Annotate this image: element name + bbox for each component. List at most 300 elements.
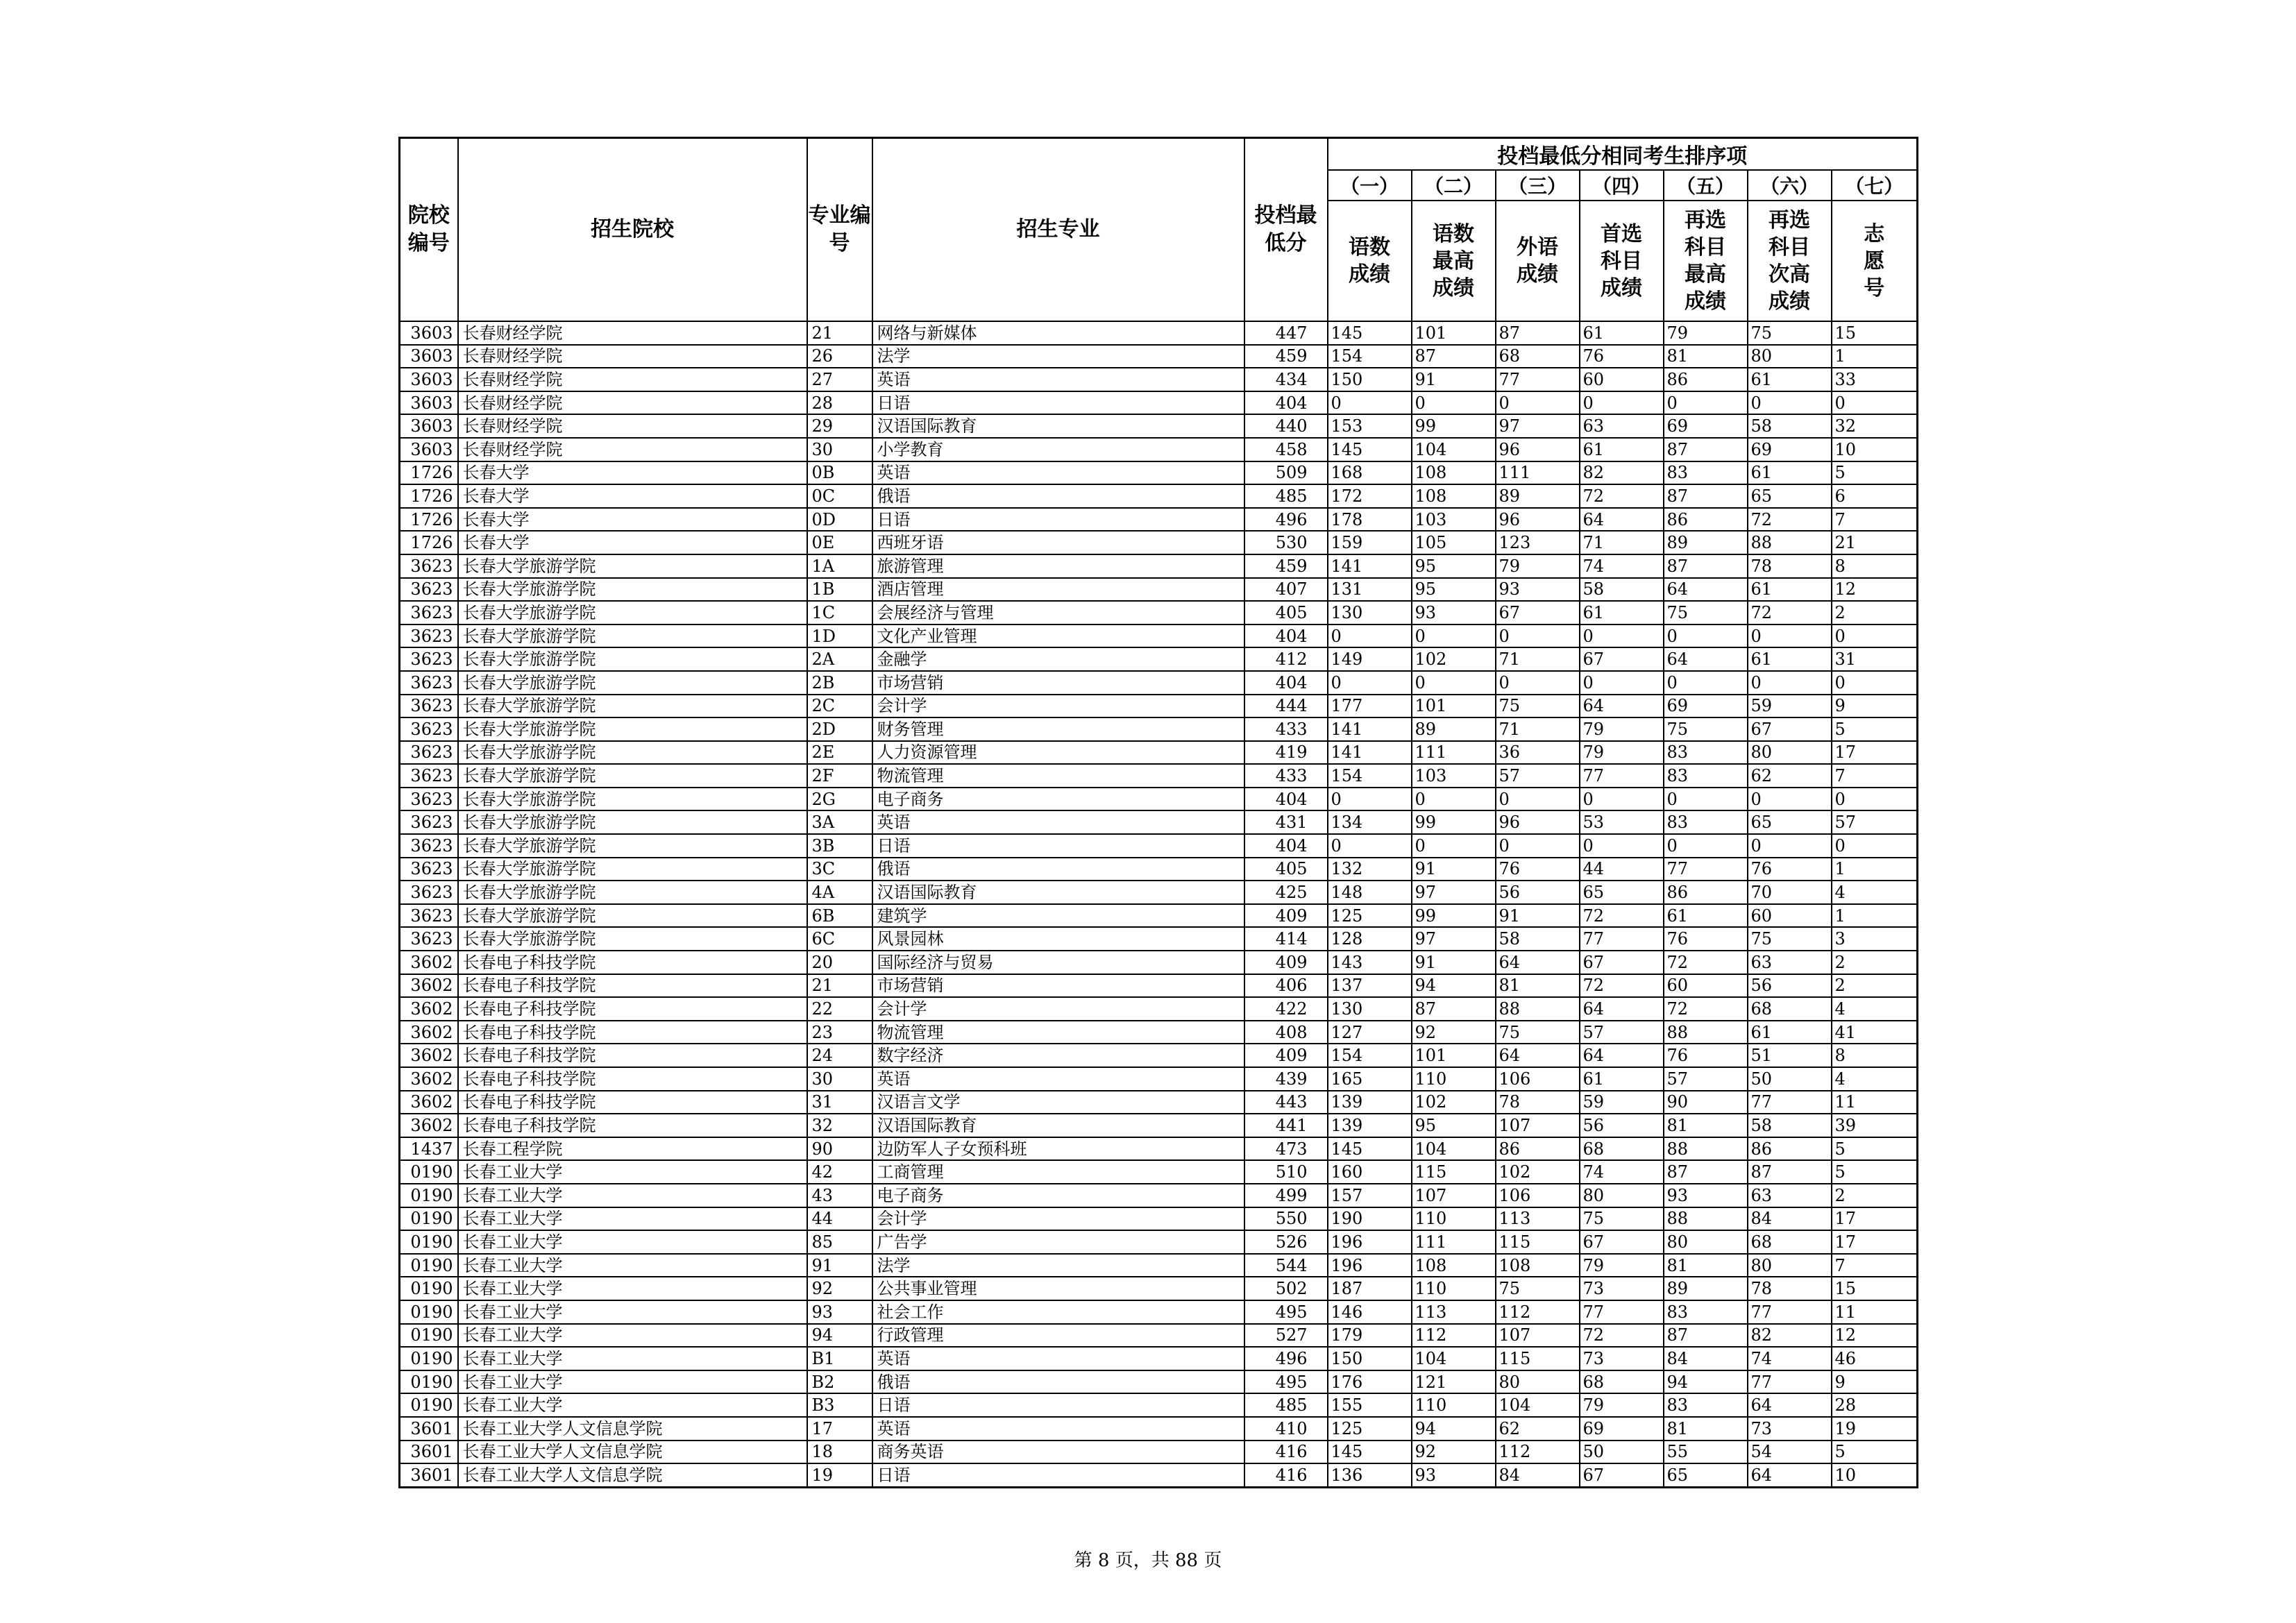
cell-volunteer-number: 9 <box>1832 1370 1918 1394</box>
cell-volunteer-number: 2 <box>1832 1184 1918 1207</box>
cell-score-first-subject: 79 <box>1580 1393 1664 1417</box>
cell-score-second-highest: 64 <box>1664 647 1748 671</box>
cell-volunteer-number: 4 <box>1832 1067 1918 1091</box>
cell-major-code: B3 <box>807 1393 872 1417</box>
cell-score-foreign: 36 <box>1496 741 1580 765</box>
cell-score-cm-highest: 113 <box>1412 1300 1496 1324</box>
cell-score-cm-highest: 94 <box>1412 974 1496 998</box>
cell-score-first-subject: 50 <box>1580 1441 1664 1464</box>
table-row <box>400 1324 1918 1348</box>
cell-score-cm-highest: 91 <box>1412 858 1496 881</box>
cell-major-name: 俄语 <box>872 1370 1244 1394</box>
cell-score-cm-highest: 0 <box>1412 788 1496 811</box>
cell-major-code: 0D <box>807 508 872 532</box>
cell-major-name: 社会工作 <box>872 1300 1244 1324</box>
cell-school-name: 长春电子科技学院 <box>458 1021 807 1044</box>
cell-min-score: 410 <box>1244 1417 1328 1441</box>
cell-school-code: 0190 <box>400 1277 458 1300</box>
table-row <box>400 461 1918 485</box>
cell-school-code: 3623 <box>400 764 458 788</box>
cell-major-code: 1B <box>807 578 872 602</box>
cell-score-second-next: 86 <box>1748 1137 1832 1161</box>
cell-school-name: 长春大学 <box>458 461 807 485</box>
cell-major-name: 英语 <box>872 810 1244 834</box>
cell-score-second-next: 58 <box>1748 414 1832 438</box>
cell-school-name: 长春工业大学 <box>458 1160 807 1184</box>
cell-score-second-next: 0 <box>1748 671 1832 695</box>
cell-major-name: 建筑学 <box>872 904 1244 928</box>
cell-score-foreign: 115 <box>1496 1230 1580 1254</box>
cell-major-code: 29 <box>807 414 872 438</box>
cell-score-chinese-math: 155 <box>1328 1393 1412 1417</box>
cell-school-code: 3623 <box>400 601 458 624</box>
cell-score-second-next: 76 <box>1748 858 1832 881</box>
table-row <box>400 1370 1918 1394</box>
cell-score-chinese-math: 165 <box>1328 1067 1412 1091</box>
cell-score-chinese-math: 125 <box>1328 904 1412 928</box>
cell-major-name: 旅游管理 <box>872 554 1244 578</box>
cell-score-cm-highest: 103 <box>1412 508 1496 532</box>
cell-score-chinese-math: 136 <box>1328 1463 1412 1487</box>
cell-score-chinese-math: 168 <box>1328 461 1412 485</box>
table-body <box>400 321 1918 1487</box>
cell-volunteer-number: 0 <box>1832 788 1918 811</box>
cell-score-second-highest: 0 <box>1664 834 1748 858</box>
header-sub-num: （四） <box>1580 170 1664 201</box>
cell-school-name: 长春大学旅游学院 <box>458 554 807 578</box>
cell-major-name: 汉语国际教育 <box>872 414 1244 438</box>
cell-score-cm-highest: 101 <box>1412 695 1496 718</box>
cell-school-code: 1726 <box>400 531 458 554</box>
cell-score-second-next: 59 <box>1748 695 1832 718</box>
cell-score-chinese-math: 131 <box>1328 578 1412 602</box>
cell-major-code: 3B <box>807 834 872 858</box>
cell-volunteer-number: 1 <box>1832 345 1918 368</box>
table-row <box>400 1021 1918 1044</box>
table-row <box>400 717 1918 741</box>
cell-score-foreign: 112 <box>1496 1441 1580 1464</box>
cell-score-second-highest: 60 <box>1664 974 1748 998</box>
table-row <box>400 951 1918 974</box>
cell-major-code: 28 <box>807 391 872 415</box>
cell-min-score: 433 <box>1244 717 1328 741</box>
cell-major-code: 17 <box>807 1417 872 1441</box>
cell-min-score: 404 <box>1244 624 1328 648</box>
cell-school-name: 长春大学旅游学院 <box>458 624 807 648</box>
cell-score-second-next: 0 <box>1748 624 1832 648</box>
cell-school-name: 长春大学旅游学院 <box>458 927 807 951</box>
cell-major-name: 汉语国际教育 <box>872 1114 1244 1137</box>
table-row <box>400 321 1918 345</box>
header-major-name: 招生专业 <box>872 138 1244 322</box>
cell-school-code: 3602 <box>400 1114 458 1137</box>
cell-major-name: 英语 <box>872 461 1244 485</box>
cell-score-chinese-math: 149 <box>1328 647 1412 671</box>
cell-score-chinese-math: 150 <box>1328 1347 1412 1370</box>
cell-score-second-highest: 83 <box>1664 1393 1748 1417</box>
cell-score-second-next: 0 <box>1748 391 1832 415</box>
cell-school-code: 3603 <box>400 391 458 415</box>
cell-major-name: 日语 <box>872 1463 1244 1487</box>
cell-score-cm-highest: 111 <box>1412 741 1496 765</box>
cell-min-score: 458 <box>1244 438 1328 461</box>
cell-min-score: 530 <box>1244 531 1328 554</box>
table-row <box>400 1114 1918 1137</box>
cell-score-second-next: 68 <box>1748 997 1832 1021</box>
cell-min-score: 416 <box>1244 1441 1328 1464</box>
cell-score-first-subject: 69 <box>1580 1417 1664 1441</box>
header-sub-num: （二） <box>1412 170 1496 201</box>
cell-min-score: 440 <box>1244 414 1328 438</box>
cell-major-name: 日语 <box>872 834 1244 858</box>
cell-score-foreign: 0 <box>1496 624 1580 648</box>
cell-score-foreign: 106 <box>1496 1067 1580 1091</box>
cell-major-name: 电子商务 <box>872 788 1244 811</box>
cell-score-first-subject: 68 <box>1580 1137 1664 1161</box>
cell-score-second-next: 72 <box>1748 601 1832 624</box>
cell-school-code: 3623 <box>400 554 458 578</box>
cell-school-name: 长春工业大学 <box>458 1277 807 1300</box>
cell-score-second-highest: 76 <box>1664 1044 1748 1067</box>
cell-score-foreign: 71 <box>1496 647 1580 671</box>
cell-min-score: 407 <box>1244 578 1328 602</box>
cell-min-score: 419 <box>1244 741 1328 765</box>
cell-major-code: 31 <box>807 1091 872 1114</box>
cell-score-chinese-math: 0 <box>1328 671 1412 695</box>
cell-score-foreign: 75 <box>1496 695 1580 718</box>
cell-score-second-next: 61 <box>1748 368 1832 391</box>
header-sub-label: 语数成绩 <box>1328 201 1412 321</box>
cell-score-first-subject: 65 <box>1580 881 1664 904</box>
table-row <box>400 1230 1918 1254</box>
cell-school-name: 长春大学旅游学院 <box>458 858 807 881</box>
header-sub-num: （三） <box>1496 170 1580 201</box>
cell-score-cm-highest: 104 <box>1412 1137 1496 1161</box>
cell-score-first-subject: 74 <box>1580 1160 1664 1184</box>
cell-major-code: 30 <box>807 1067 872 1091</box>
cell-score-cm-highest: 0 <box>1412 624 1496 648</box>
cell-score-foreign: 64 <box>1496 1044 1580 1067</box>
cell-score-chinese-math: 125 <box>1328 1417 1412 1441</box>
cell-major-code: 2B <box>807 671 872 695</box>
cell-school-name: 长春电子科技学院 <box>458 951 807 974</box>
cell-school-code: 3603 <box>400 414 458 438</box>
table-row <box>400 1091 1918 1114</box>
cell-school-name: 长春大学 <box>458 484 807 508</box>
cell-min-score: 439 <box>1244 1067 1328 1091</box>
cell-min-score: 434 <box>1244 368 1328 391</box>
cell-score-first-subject: 72 <box>1580 974 1664 998</box>
cell-score-chinese-math: 0 <box>1328 834 1412 858</box>
cell-major-name: 英语 <box>872 1347 1244 1370</box>
header-sub-num: （五） <box>1664 170 1748 201</box>
cell-score-chinese-math: 172 <box>1328 484 1412 508</box>
cell-school-name: 长春大学旅游学院 <box>458 764 807 788</box>
cell-school-code: 3601 <box>400 1441 458 1464</box>
cell-score-first-subject: 57 <box>1580 1021 1664 1044</box>
cell-major-code: 20 <box>807 951 872 974</box>
cell-volunteer-number: 5 <box>1832 461 1918 485</box>
cell-score-second-next: 67 <box>1748 717 1832 741</box>
cell-score-cm-highest: 104 <box>1412 1347 1496 1370</box>
cell-score-chinese-math: 154 <box>1328 764 1412 788</box>
cell-score-cm-highest: 108 <box>1412 484 1496 508</box>
cell-major-code: 2D <box>807 717 872 741</box>
cell-score-cm-highest: 91 <box>1412 368 1496 391</box>
cell-school-name: 长春工业大学 <box>458 1300 807 1324</box>
table-row <box>400 1393 1918 1417</box>
cell-score-second-next: 77 <box>1748 1091 1832 1114</box>
cell-major-name: 边防军人子女预科班 <box>872 1137 1244 1161</box>
cell-min-score: 404 <box>1244 788 1328 811</box>
cell-score-foreign: 81 <box>1496 974 1580 998</box>
cell-school-name: 长春电子科技学院 <box>458 1114 807 1137</box>
cell-score-second-highest: 72 <box>1664 951 1748 974</box>
cell-volunteer-number: 0 <box>1832 624 1918 648</box>
cell-score-second-highest: 81 <box>1664 345 1748 368</box>
cell-score-second-highest: 87 <box>1664 554 1748 578</box>
cell-score-second-next: 78 <box>1748 554 1832 578</box>
cell-major-name: 日语 <box>872 391 1244 415</box>
cell-school-name: 长春财经学院 <box>458 438 807 461</box>
cell-score-foreign: 107 <box>1496 1114 1580 1137</box>
cell-min-score: 509 <box>1244 461 1328 485</box>
cell-score-second-next: 65 <box>1748 810 1832 834</box>
cell-volunteer-number: 28 <box>1832 1393 1918 1417</box>
cell-score-cm-highest: 95 <box>1412 578 1496 602</box>
cell-score-second-next: 80 <box>1748 741 1832 765</box>
cell-volunteer-number: 15 <box>1832 1277 1918 1300</box>
cell-score-second-highest: 94 <box>1664 1370 1748 1394</box>
cell-score-foreign: 0 <box>1496 671 1580 695</box>
cell-major-name: 公共事业管理 <box>872 1277 1244 1300</box>
table-row <box>400 904 1918 928</box>
cell-score-first-subject: 72 <box>1580 484 1664 508</box>
cell-score-second-next: 64 <box>1748 1463 1832 1487</box>
cell-score-second-highest: 87 <box>1664 1160 1748 1184</box>
cell-score-chinese-math: 154 <box>1328 345 1412 368</box>
cell-min-score: 459 <box>1244 345 1328 368</box>
cell-score-first-subject: 64 <box>1580 508 1664 532</box>
cell-score-chinese-math: 145 <box>1328 1441 1412 1464</box>
cell-score-second-next: 63 <box>1748 1184 1832 1207</box>
cell-school-code: 3602 <box>400 1021 458 1044</box>
cell-score-first-subject: 79 <box>1580 717 1664 741</box>
cell-major-code: 90 <box>807 1137 872 1161</box>
cell-major-code: 22 <box>807 997 872 1021</box>
cell-volunteer-number: 9 <box>1832 695 1918 718</box>
cell-min-score: 408 <box>1244 1021 1328 1044</box>
cell-score-first-subject: 58 <box>1580 578 1664 602</box>
cell-score-second-highest: 93 <box>1664 1184 1748 1207</box>
cell-major-code: B1 <box>807 1347 872 1370</box>
cell-score-first-subject: 64 <box>1580 695 1664 718</box>
cell-score-second-next: 50 <box>1748 1067 1832 1091</box>
table-row <box>400 368 1918 391</box>
cell-school-name: 长春大学 <box>458 531 807 554</box>
cell-volunteer-number: 2 <box>1832 951 1918 974</box>
cell-major-code: 24 <box>807 1044 872 1067</box>
cell-score-cm-highest: 102 <box>1412 647 1496 671</box>
cell-score-first-subject: 71 <box>1580 531 1664 554</box>
cell-score-second-highest: 86 <box>1664 508 1748 532</box>
cell-volunteer-number: 41 <box>1832 1021 1918 1044</box>
cell-volunteer-number: 0 <box>1832 834 1918 858</box>
cell-score-first-subject: 73 <box>1580 1347 1664 1370</box>
cell-score-second-next: 82 <box>1748 1324 1832 1348</box>
cell-volunteer-number: 8 <box>1832 1044 1918 1067</box>
cell-score-first-subject: 82 <box>1580 461 1664 485</box>
cell-school-code: 0190 <box>400 1230 458 1254</box>
table-row <box>400 484 1918 508</box>
cell-school-name: 长春财经学院 <box>458 345 807 368</box>
cell-major-name: 会计学 <box>872 695 1244 718</box>
cell-score-chinese-math: 130 <box>1328 601 1412 624</box>
cell-volunteer-number: 6 <box>1832 484 1918 508</box>
cell-score-foreign: 77 <box>1496 368 1580 391</box>
cell-score-second-highest: 0 <box>1664 788 1748 811</box>
cell-major-code: 85 <box>807 1230 872 1254</box>
cell-major-name: 金融学 <box>872 647 1244 671</box>
cell-school-name: 长春财经学院 <box>458 321 807 345</box>
cell-score-chinese-math: 141 <box>1328 554 1412 578</box>
cell-score-cm-highest: 93 <box>1412 1463 1496 1487</box>
cell-score-first-subject: 61 <box>1580 601 1664 624</box>
cell-score-second-highest: 86 <box>1664 881 1748 904</box>
cell-min-score: 496 <box>1244 1347 1328 1370</box>
cell-major-name: 法学 <box>872 345 1244 368</box>
cell-school-code: 0190 <box>400 1347 458 1370</box>
cell-major-name: 会展经济与管理 <box>872 601 1244 624</box>
cell-major-name: 商务英语 <box>872 1441 1244 1464</box>
cell-min-score: 443 <box>1244 1091 1328 1114</box>
cell-school-code: 1437 <box>400 1137 458 1161</box>
cell-score-cm-highest: 108 <box>1412 1254 1496 1277</box>
cell-major-name: 日语 <box>872 1393 1244 1417</box>
cell-score-cm-highest: 104 <box>1412 438 1496 461</box>
cell-score-chinese-math: 196 <box>1328 1230 1412 1254</box>
cell-score-foreign: 0 <box>1496 834 1580 858</box>
cell-school-name: 长春工业大学 <box>458 1184 807 1207</box>
cell-score-cm-highest: 91 <box>1412 951 1496 974</box>
cell-score-first-subject: 0 <box>1580 624 1664 648</box>
cell-min-score: 414 <box>1244 927 1328 951</box>
cell-score-second-highest: 81 <box>1664 1114 1748 1137</box>
cell-volunteer-number: 12 <box>1832 1324 1918 1348</box>
cell-score-second-highest: 76 <box>1664 927 1748 951</box>
cell-school-name: 长春工业大学 <box>458 1254 807 1277</box>
cell-major-name: 电子商务 <box>872 1184 1244 1207</box>
cell-score-first-subject: 80 <box>1580 1184 1664 1207</box>
cell-score-chinese-math: 150 <box>1328 368 1412 391</box>
table-row <box>400 741 1918 765</box>
cell-score-second-next: 64 <box>1748 1393 1832 1417</box>
cell-major-name: 工商管理 <box>872 1160 1244 1184</box>
cell-score-second-next: 58 <box>1748 1114 1832 1137</box>
cell-school-name: 长春工业大学 <box>458 1347 807 1370</box>
cell-score-second-highest: 83 <box>1664 810 1748 834</box>
cell-school-code: 3623 <box>400 858 458 881</box>
cell-major-name: 酒店管理 <box>872 578 1244 602</box>
cell-major-name: 广告学 <box>872 1230 1244 1254</box>
cell-school-name: 长春大学旅游学院 <box>458 741 807 765</box>
cell-score-chinese-math: 176 <box>1328 1370 1412 1394</box>
cell-score-second-highest: 64 <box>1664 578 1748 602</box>
cell-score-first-subject: 67 <box>1580 1463 1664 1487</box>
cell-major-code: 92 <box>807 1277 872 1300</box>
cell-min-score: 485 <box>1244 484 1328 508</box>
header-sub-label: 再选科目次高成绩 <box>1748 201 1832 321</box>
cell-score-second-next: 80 <box>1748 1254 1832 1277</box>
cell-score-foreign: 102 <box>1496 1160 1580 1184</box>
cell-min-score: 416 <box>1244 1463 1328 1487</box>
cell-major-code: 91 <box>807 1254 872 1277</box>
cell-min-score: 550 <box>1244 1207 1328 1231</box>
cell-school-code: 3623 <box>400 647 458 671</box>
cell-volunteer-number: 5 <box>1832 1441 1918 1464</box>
cell-score-first-subject: 61 <box>1580 1067 1664 1091</box>
cell-volunteer-number: 19 <box>1832 1417 1918 1441</box>
cell-min-score: 473 <box>1244 1137 1328 1161</box>
table-row <box>400 1417 1918 1441</box>
cell-score-chinese-math: 127 <box>1328 1021 1412 1044</box>
cell-school-code: 0190 <box>400 1324 458 1348</box>
cell-school-name: 长春电子科技学院 <box>458 997 807 1021</box>
cell-score-cm-highest: 102 <box>1412 1091 1496 1114</box>
cell-score-second-next: 77 <box>1748 1300 1832 1324</box>
cell-score-foreign: 87 <box>1496 321 1580 345</box>
cell-score-first-subject: 53 <box>1580 810 1664 834</box>
cell-min-score: 447 <box>1244 321 1328 345</box>
cell-major-code: 23 <box>807 1021 872 1044</box>
cell-major-name: 汉语言文学 <box>872 1091 1244 1114</box>
cell-score-second-highest: 81 <box>1664 1417 1748 1441</box>
cell-school-name: 长春大学旅游学院 <box>458 810 807 834</box>
cell-major-name: 物流管理 <box>872 1021 1244 1044</box>
cell-min-score: 527 <box>1244 1324 1328 1348</box>
cell-score-second-highest: 83 <box>1664 764 1748 788</box>
cell-score-second-next: 87 <box>1748 1160 1832 1184</box>
cell-volunteer-number: 17 <box>1832 1207 1918 1231</box>
cell-score-second-next: 62 <box>1748 764 1832 788</box>
cell-score-first-subject: 59 <box>1580 1091 1664 1114</box>
cell-major-code: 2A <box>807 647 872 671</box>
table-row <box>400 695 1918 718</box>
cell-volunteer-number: 21 <box>1832 531 1918 554</box>
cell-score-second-next: 54 <box>1748 1441 1832 1464</box>
cell-major-code: B2 <box>807 1370 872 1394</box>
cell-score-chinese-math: 141 <box>1328 741 1412 765</box>
cell-score-second-highest: 88 <box>1664 1207 1748 1231</box>
cell-volunteer-number: 5 <box>1832 1137 1918 1161</box>
cell-school-name: 长春工业大学 <box>458 1324 807 1348</box>
cell-score-second-next: 65 <box>1748 484 1832 508</box>
cell-score-cm-highest: 111 <box>1412 1230 1496 1254</box>
cell-score-first-subject: 44 <box>1580 858 1664 881</box>
cell-major-code: 2E <box>807 741 872 765</box>
cell-major-code: 1C <box>807 601 872 624</box>
cell-score-chinese-math: 128 <box>1328 927 1412 951</box>
cell-score-chinese-math: 159 <box>1328 531 1412 554</box>
cell-score-first-subject: 75 <box>1580 1207 1664 1231</box>
cell-school-name: 长春大学 <box>458 508 807 532</box>
cell-score-first-subject: 67 <box>1580 647 1664 671</box>
cell-min-score: 409 <box>1244 1044 1328 1067</box>
cell-major-name: 西班牙语 <box>872 531 1244 554</box>
cell-major-name: 市场营销 <box>872 671 1244 695</box>
cell-school-code: 3603 <box>400 438 458 461</box>
cell-major-code: 43 <box>807 1184 872 1207</box>
